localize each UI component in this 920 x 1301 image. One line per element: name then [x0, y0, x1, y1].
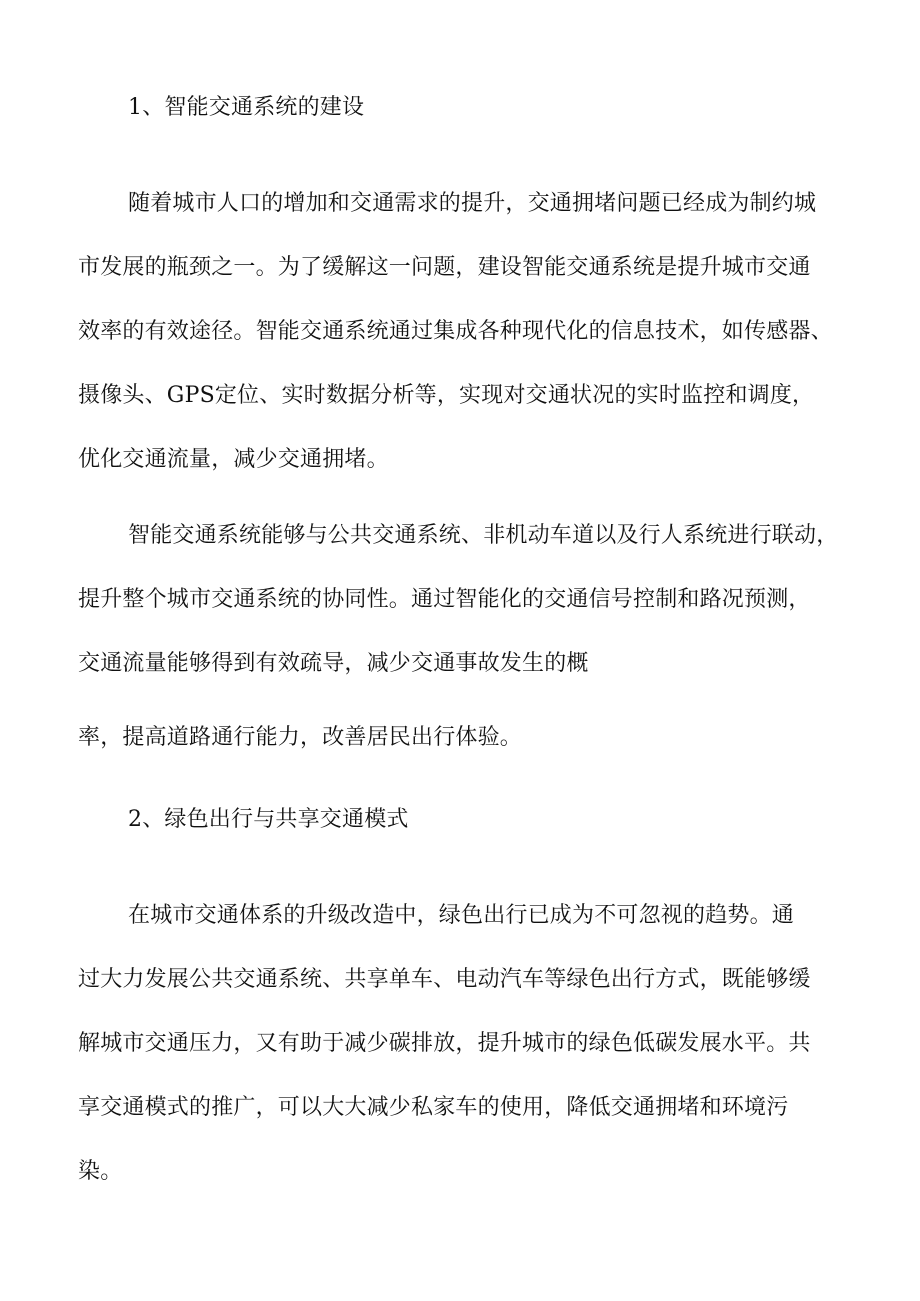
section-1-paragraph-1-line-5: 优化交通流量，减少交通拥堵。	[78, 447, 389, 472]
section-2-paragraph-1-line-4: 享交通模式的推广，可以大大减少私家车的使用，降低交通拥堵和环境污	[78, 1095, 789, 1120]
section-1-paragraph-1-line-1: 随着城市人口的增加和交通需求的提升，交通拥堵问题已经成为制约城	[128, 191, 817, 216]
section-2-paragraph-1-line-1: 在城市交通体系的升级改造中，绿色出行已成为不可忽视的趋势。通	[128, 903, 795, 928]
section-2-paragraph-1-line-3: 解城市交通压力，又有助于减少碳排放，提升城市的绿色低碳发展水平。共	[78, 1031, 811, 1056]
section-1-paragraph-2-line-2: 提升整个城市交通系统的协同性。通过智能化的交通信号控制和路况预测，	[78, 587, 811, 612]
section-1-paragraph-1-line-4: 摄像头、GPS定位、实时数据分析等，实现对交通状况的实时监控和调度，	[78, 383, 815, 408]
section-1-paragraph-1-line-3: 效率的有效途径。智能交通系统通过集成各种现代化的信息技术，如传感器、	[78, 319, 833, 344]
section-2-heading: 2、绿色出行与共享交通模式	[128, 807, 409, 832]
section-2-paragraph-1-line-5: 染。	[78, 1159, 123, 1184]
section-1-heading: 1、智能交通系统的建设	[128, 95, 365, 120]
section-1-paragraph-2-line-3: 交通流量能够得到有效疏导，减少交通事故发生的概	[78, 651, 589, 676]
section-1-paragraph-2-line-1: 智能交通系统能够与公共交通系统、非机动车道以及行人系统进行联动，	[128, 523, 839, 548]
section-1-paragraph-2-line-4: 率，提高道路通行能力，改善居民出行体验。	[78, 725, 523, 750]
section-2-paragraph-1-line-2: 过大力发展公共交通系统、共享单车、电动汽车等绿色出行方式，既能够缓	[78, 967, 811, 992]
section-1-paragraph-1-line-2: 市发展的瓶颈之一。为了缓解这一问题，建设智能交通系统是提升城市交通	[78, 255, 811, 280]
